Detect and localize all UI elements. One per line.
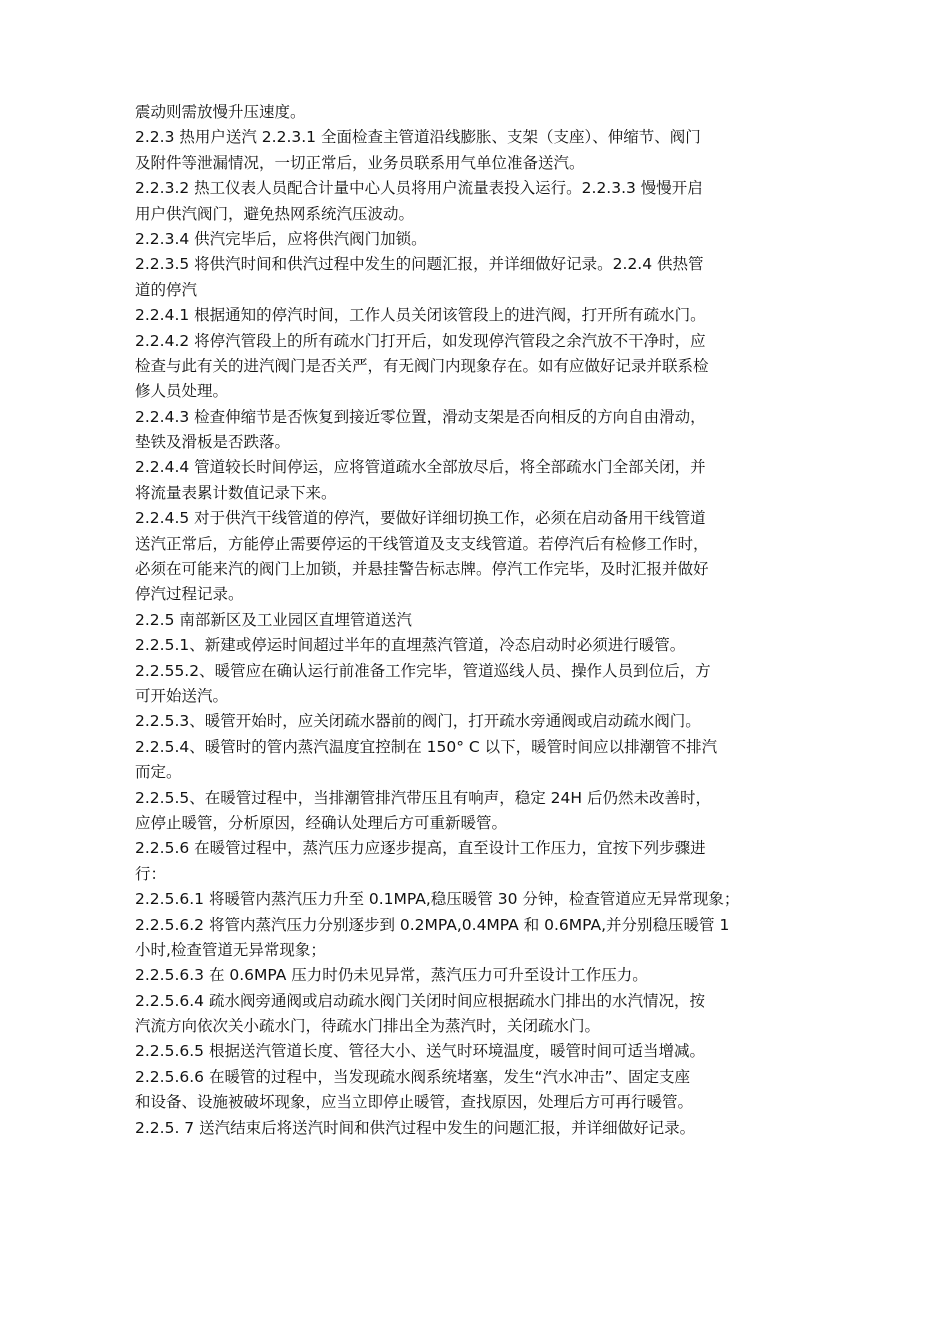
text-line: 2.2.5.6.6 在暖管的过程中，当发现疏水阀系统堵塞，发生“汽水冲击”、固定支座 <box>135 1067 691 1086</box>
paragraph <box>135 1116 825 1141</box>
paragraph <box>135 125 825 176</box>
text-line: 和设备、设施被破坏现象，应当立即停止暖管，查找原因，处理后方可再行暖管。 <box>135 1093 694 1112</box>
text-line: 2.2.5. 7 送汽结束后将送汽时间和供汽过程中发生的问题汇报，并详细做好记录。 <box>135 1118 696 1137</box>
text-line: 垫铁及滑板是否跌落。 <box>135 433 291 452</box>
text-line: 2.2.3.4 供汽完毕后，应将供汽阀门加锁。 <box>135 229 427 248</box>
text-line: 2.2.4.2 将停汽管段上的所有疏水门打开后，如发现停汽管段之余汽放不干净时，应 <box>135 331 706 350</box>
text-line: 2.2.5.4、暖管时的管内蒸汽温度宜控制在 150° C 以下，暖管时间应以排潮管不排汽 <box>135 737 718 756</box>
paragraph <box>135 633 825 658</box>
text-line: 2.2.4.3 检查伸缩节是否恢复到接近零位置，滑动支架是否向相反的方向自由滑动， <box>135 407 706 426</box>
text-line: 应停止暖管，分析原因，经确认处理后方可重新暖管。 <box>135 813 508 832</box>
paragraph <box>135 455 825 506</box>
paragraph <box>135 709 825 734</box>
text-line: 2.2.5.1、新建或停运时间超过半年的直埋蒸汽管道，冷态启动时必须进行暖管。 <box>135 636 686 655</box>
text-line: 送汽正常后，方能停止需要停运的干线管道及支支线管道。若停汽后有检修工作时， <box>135 534 709 553</box>
document-page <box>135 100 825 1141</box>
text-line: 2.2.4.1 根据通知的停汽时间，工作人员关闭该管段上的进汽阀，打开所有疏水门。 <box>135 306 706 325</box>
paragraph <box>135 963 825 988</box>
text-line: 汽流方向依次关小疏水门，待疏水门排出全为蒸汽时，关闭疏水门。 <box>135 1017 601 1036</box>
paragraph <box>135 100 825 125</box>
text-line: 2.2.3.5 将供汽时间和供汽过程中发生的问题汇报，并详细做好记录。2.2.4 供热管 <box>135 255 704 274</box>
text-line: 2.2.5.6.1 将暖管内蒸汽压力升至 0.1MPA,稳压暖管 30 分钟，检查管道应无异常现象； <box>135 890 740 909</box>
paragraph <box>135 176 825 227</box>
text-line: 必须在可能来汽的阀门上加锁，并悬挂警告标志牌。停汽工作完毕，及时汇报并做好 <box>135 560 709 579</box>
text-line: 可开始送汽。 <box>135 686 229 705</box>
text-line: 2.2.5.6.3 在 0.6MPA 压力时仍未见异常，蒸汽压力可升至设计工作压力。 <box>135 966 648 985</box>
text-line: 2.2.3.2 热工仪表人员配合计量中心人员将用户流量表投入运行。2.2.3.3 慢慢开启 <box>135 179 703 198</box>
paragraph <box>135 786 825 837</box>
text-line: 2.2.5.5、在暖管过程中，当排潮管排汽带压且有响声，稳定 24H 后仍然未改善时， <box>135 788 711 807</box>
text-line: 小时,检查管道无异常现象； <box>135 940 326 959</box>
paragraph <box>135 303 825 328</box>
text-line: 2.2.5.6.5 根据送汽管道长度、管径大小、送气时环境温度，暖管时间可适当增减。 <box>135 1042 705 1061</box>
paragraph <box>135 506 825 608</box>
paragraph <box>135 405 825 456</box>
text-line: 2.2.3 热用户送汽 2.2.3.1 全面检查主管道沿线膨胀、支架（支座）、伸缩节、阀门 <box>135 128 701 147</box>
text-line: 停汽过程记录。 <box>135 585 244 604</box>
text-line: 2.2.5.3、暖管开始时，应关闭疏水器前的阀门，打开疏水旁通阀或启动疏水阀门。 <box>135 712 701 731</box>
text-line: 将流量表累计数值记录下来。 <box>135 483 337 502</box>
text-line: 用户供汽阀门，避免热网系统汽压波动。 <box>135 204 415 223</box>
text-line: 2.2.5.6.2 将管内蒸汽压力分别逐步到 0.2MPA,0.4MPA 和 0.6MPA,并分别稳压暖管 1 <box>135 915 730 934</box>
paragraph <box>135 1065 825 1116</box>
text-line: 行： <box>135 864 167 883</box>
paragraph <box>135 252 825 303</box>
text-line: 2.2.5 南部新区及工业园区直埋管道送汽 <box>135 610 412 629</box>
text-line: 而定。 <box>135 763 182 782</box>
paragraph <box>135 1039 825 1064</box>
text-line: 2.2.55.2、暖管应在确认运行前准备工作完毕，管道巡线人员、操作人员到位后，方 <box>135 661 711 680</box>
text-line: 2.2.5.6 在暖管过程中，蒸汽压力应逐步提高，直至设计工作压力，宜按下列步骤进 <box>135 839 706 858</box>
text-line: 修人员处理。 <box>135 382 229 401</box>
text-line: 检查与此有关的进汽阀门是否关严，有无阀门内现象存在。如有应做好记录并联系检 <box>135 356 709 375</box>
paragraph <box>135 913 825 964</box>
text-line: 2.2.4.5 对于供汽干线管道的停汽，要做好详细切换工作，必须在启动备用干线管道 <box>135 509 706 528</box>
paragraph <box>135 659 825 710</box>
text-line: 2.2.5.6.4 疏水阀旁通阀或启动疏水阀门关闭时间应根据疏水门排出的水汽情况，按 <box>135 991 705 1010</box>
text-line: 道的停汽 <box>135 280 198 299</box>
paragraph <box>135 735 825 786</box>
paragraph <box>135 227 825 252</box>
paragraph <box>135 887 825 912</box>
paragraph <box>135 608 825 633</box>
paragraph <box>135 989 825 1040</box>
text-line: 2.2.4.4 管道较长时间停运，应将管道疏水全部放尽后，将全部疏水门全部关闭，并 <box>135 458 706 477</box>
paragraph <box>135 836 825 887</box>
text-line: 及附件等泄漏情况，一切正常后，业务员联系用气单位准备送汽。 <box>135 153 585 172</box>
text-line: 震动则需放慢升压速度。 <box>135 103 306 121</box>
paragraph <box>135 329 825 405</box>
